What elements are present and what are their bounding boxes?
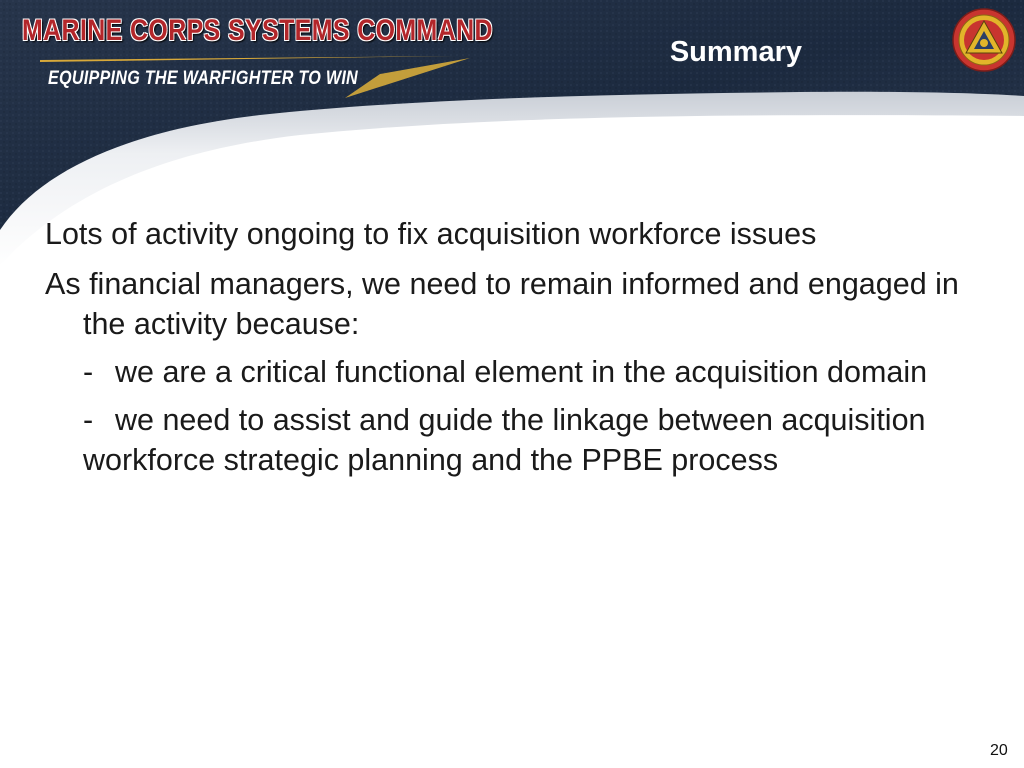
org-name-logo: MARINE CORPS SYSTEMS COMMAND: [22, 14, 493, 47]
page-number: 20: [990, 742, 1008, 759]
bullet-financial-managers: As financial managers, we need to remain informed and engaged in the activity because:: [45, 267, 959, 341]
dash-marker: -: [83, 355, 94, 389]
tagline-logo: EQUIPPING THE WARFIGHTER TO WIN: [48, 68, 358, 89]
page-title: Summary: [669, 36, 802, 68]
command-seal-icon: [952, 7, 1016, 73]
dash-marker: -: [83, 403, 94, 437]
sub-bullet-text: we need to assist and guide the linkage between acquisition workforce strategic planning and the PPBE process: [83, 403, 926, 477]
sub-bullet-text: we are a critical functional element in the acquisition domain: [115, 355, 928, 389]
slide-content: [45, 214, 995, 488]
bullet-fix-workforce: Lots of activity ongoing to fix acquisition workforce issues: [45, 217, 817, 251]
sub-bullet-linkage: [45, 400, 995, 480]
sub-bullet-critical-element: [45, 352, 995, 392]
